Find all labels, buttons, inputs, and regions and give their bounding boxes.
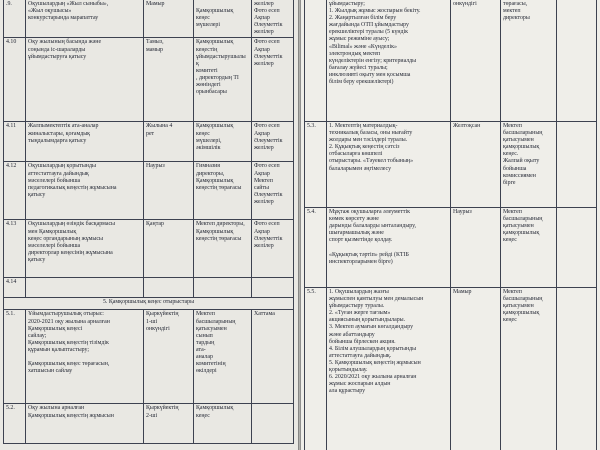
responsible-cell: Мектеп директоры, Қамқоршылық кеңестің төрағасы	[194, 220, 252, 278]
result-cell	[557, 208, 597, 288]
responsible-cell: Мектеп басшыларының қатысуымен қамқоршылық кеңес	[501, 288, 557, 450]
event-cell: Жалпымектептік ата-аналар жиналыстары, қоғамдық тыңдалымдарға қатысу	[26, 122, 144, 162]
time-cell: Жылына 4 рет	[144, 122, 194, 162]
time-cell: Желтоқсан	[451, 122, 501, 208]
time-cell: Тамыз, мамыр	[144, 38, 194, 122]
event-cell: Оқушылардың қорытынды аттестаттауға дайындық мәселелері бойынша педагогикалық кеңестің жұмысына қатысу	[26, 162, 144, 220]
row-number: .9.	[4, 0, 26, 38]
responsible-cell: Қамқоршылық кеңес мүшелері	[194, 0, 252, 38]
row-number: 5.3.	[305, 122, 327, 208]
event-cell: ұйымдастыру; 1. Жылдық жұмыс жоспарын бекіту. 2. Жаңартылған білім беру жағдайында ОТП ұйымдастыру ерекшеліктері туралы (5 күндік жұмыс режиміне ауысу; «Bilimal» және «Күнделік» электрондық мектеп күнделіктерін енгізу; критериалды бағалау жүйесі туралы; инклюзивті оқыту мен қосымша білім беру ерекшеліктері)	[327, 0, 451, 122]
result-cell	[252, 404, 294, 444]
event-cell: Ұйымдастырушылық отырыс: 2020-2021 оқу жылына арналған Қамқоршылық кеңесі сайлау; Қамқоршылық кеңестің тізімдік құрамын қалыптастыру; Қамқоршылық кеңес төрағасын, хатшысын сайлау	[26, 310, 144, 404]
responsible-cell: Қамқоршылық кеңес	[194, 404, 252, 444]
row-number: 5.2.	[4, 404, 26, 444]
event-cell: Оқу жылының басында және соңында іс-шараларды ұйымдастыруға қатысу	[26, 38, 144, 122]
table-row	[4, 0, 294, 38]
result-cell	[557, 122, 597, 208]
table-row	[4, 310, 294, 404]
row-number: 4.11	[4, 122, 26, 162]
responsible-cell: Қамқоршылық кеңестің ұйымдастырушылы қ комитеті , директордың ТІ жөніндегі орынбасары	[194, 38, 252, 122]
time-cell: Наурыз	[144, 162, 194, 220]
time-cell	[144, 278, 194, 298]
section-header-row	[4, 298, 294, 310]
result-cell	[252, 278, 294, 298]
right-page	[301, 0, 600, 450]
event-cell	[26, 278, 144, 298]
time-cell: Мамыр	[451, 288, 501, 450]
result-cell	[557, 0, 597, 122]
table-row	[305, 288, 597, 450]
row-number: 4.10	[4, 38, 26, 122]
result-cell	[557, 288, 597, 450]
right-plan-table	[304, 0, 597, 450]
result-cell: желілер Фото есеп Ақпар Әлеуметтік желілер	[252, 0, 294, 38]
responsible-cell: Мектеп басшыларының қатысуымен қамқоршылық кеңес	[501, 208, 557, 288]
responsible-cell: төрағасы, мектеп директоры	[501, 0, 557, 122]
row-number: 5.4.	[305, 208, 327, 288]
table-row	[4, 122, 294, 162]
result-cell: Хаттама	[252, 310, 294, 404]
table-row	[305, 122, 597, 208]
event-cell: Оқу жылына арналған Қамқоршылық кеңестің жұмысын	[26, 404, 144, 444]
row-number: 5.1.	[4, 310, 26, 404]
table-row	[4, 38, 294, 122]
time-cell: Мамыр	[144, 0, 194, 38]
result-cell: Фото есеп Ақпар Мектеп сайты Әлеуметтік желілер	[252, 162, 294, 220]
row-number: 4.14	[4, 278, 26, 298]
responsible-cell	[194, 278, 252, 298]
event-cell: 1. Оқушылардың жазғы жұмыспен қамтылуы мен демалысын ұйымдастыру туралы. 2. «Туған жерге тағзым» акциясының қорытындылары. 3. Мектеп аумағын көгалдандыру және абаттандыру бойынша бірлескен акция. 4. Білім алушылардың қорытынды аттестаттауға дайындық. 5. Қамқоршылық кеңестің жұмысын қорытындылау. 6. 2020/2021 оқу жылына арналған жұмыс жоспарын алдын ала құрастыру	[327, 288, 451, 450]
table-row	[305, 208, 597, 288]
result-cell: Фото есеп Ақпар Әлеуметтік желілер	[252, 38, 294, 122]
section-title: 5. Қамқоршылық кеңес отырыстары	[4, 298, 294, 310]
responsible-cell: Мектеп басшыларының қатысуымен қамқоршылық кеңес. Жалпай оқыту бойынша комиссиямен бірге	[501, 122, 557, 208]
time-cell: онкүндігі	[451, 0, 501, 122]
left-page	[0, 0, 298, 450]
responsible-cell: Қамқоршылық кеңес мүшелері, әкімшілік	[194, 122, 252, 162]
responsible-cell: Гимназия директоры, Қамқоршылық кеңестің төрағасы	[194, 162, 252, 220]
table-row	[305, 0, 597, 122]
event-cell: 1. Мектептің материалдық- техникалық базасы, оны нығайту жолдары мен тәсілдері туралы. 2. Құқықтық кеңестің сәтсіз отбасыларға көшпелі отырыстары. «Тәуекел тобының» балаларымен әңгімелесу	[327, 122, 451, 208]
responsible-cell: Мектеп басшыларының қатысуымен сынып тардың ата- аналар комитетінің өкілдері	[194, 310, 252, 404]
table-row	[4, 278, 294, 298]
event-cell: Оқушылардың «Жыл сыныбы», «Жыл оқушысы» конкурстарында марапаттау	[26, 0, 144, 38]
row-number: 4.13	[4, 220, 26, 278]
time-cell: Қаңтар	[144, 220, 194, 278]
table-row	[4, 404, 294, 444]
time-cell: Қыркүйектің 2-ші	[144, 404, 194, 444]
row-number: 5.5.	[305, 288, 327, 450]
row-number: 4.12	[4, 162, 26, 220]
table-row	[4, 220, 294, 278]
table-row	[4, 162, 294, 220]
event-cell: Мұқтаж оқушыларға әлеуметтік көмек көрсету және дарынды балаларды ынталандыру, шығармашылық және спорт қызметінде қолдау. «Құқықтық тәртіп» рейді (КТІБ инспекторларымен бірге)	[327, 208, 451, 288]
event-cell: Оқушылардың өзіндік басқармасы мен Қамқоршылық кеңес органдарының жұмысы мәселелері бойынша директорлар кеңесінің жұмысына қатысу	[26, 220, 144, 278]
result-cell: Фото есеп Ақпар Әлеуметтік желілер	[252, 220, 294, 278]
time-cell: Қыркүйектің 1-ші онкүндігі	[144, 310, 194, 404]
left-plan-table	[3, 0, 294, 444]
result-cell: Фото есеп Ақпар Әлеуметтік желілер	[252, 122, 294, 162]
time-cell: Наурыз	[451, 208, 501, 288]
row-number	[305, 0, 327, 122]
